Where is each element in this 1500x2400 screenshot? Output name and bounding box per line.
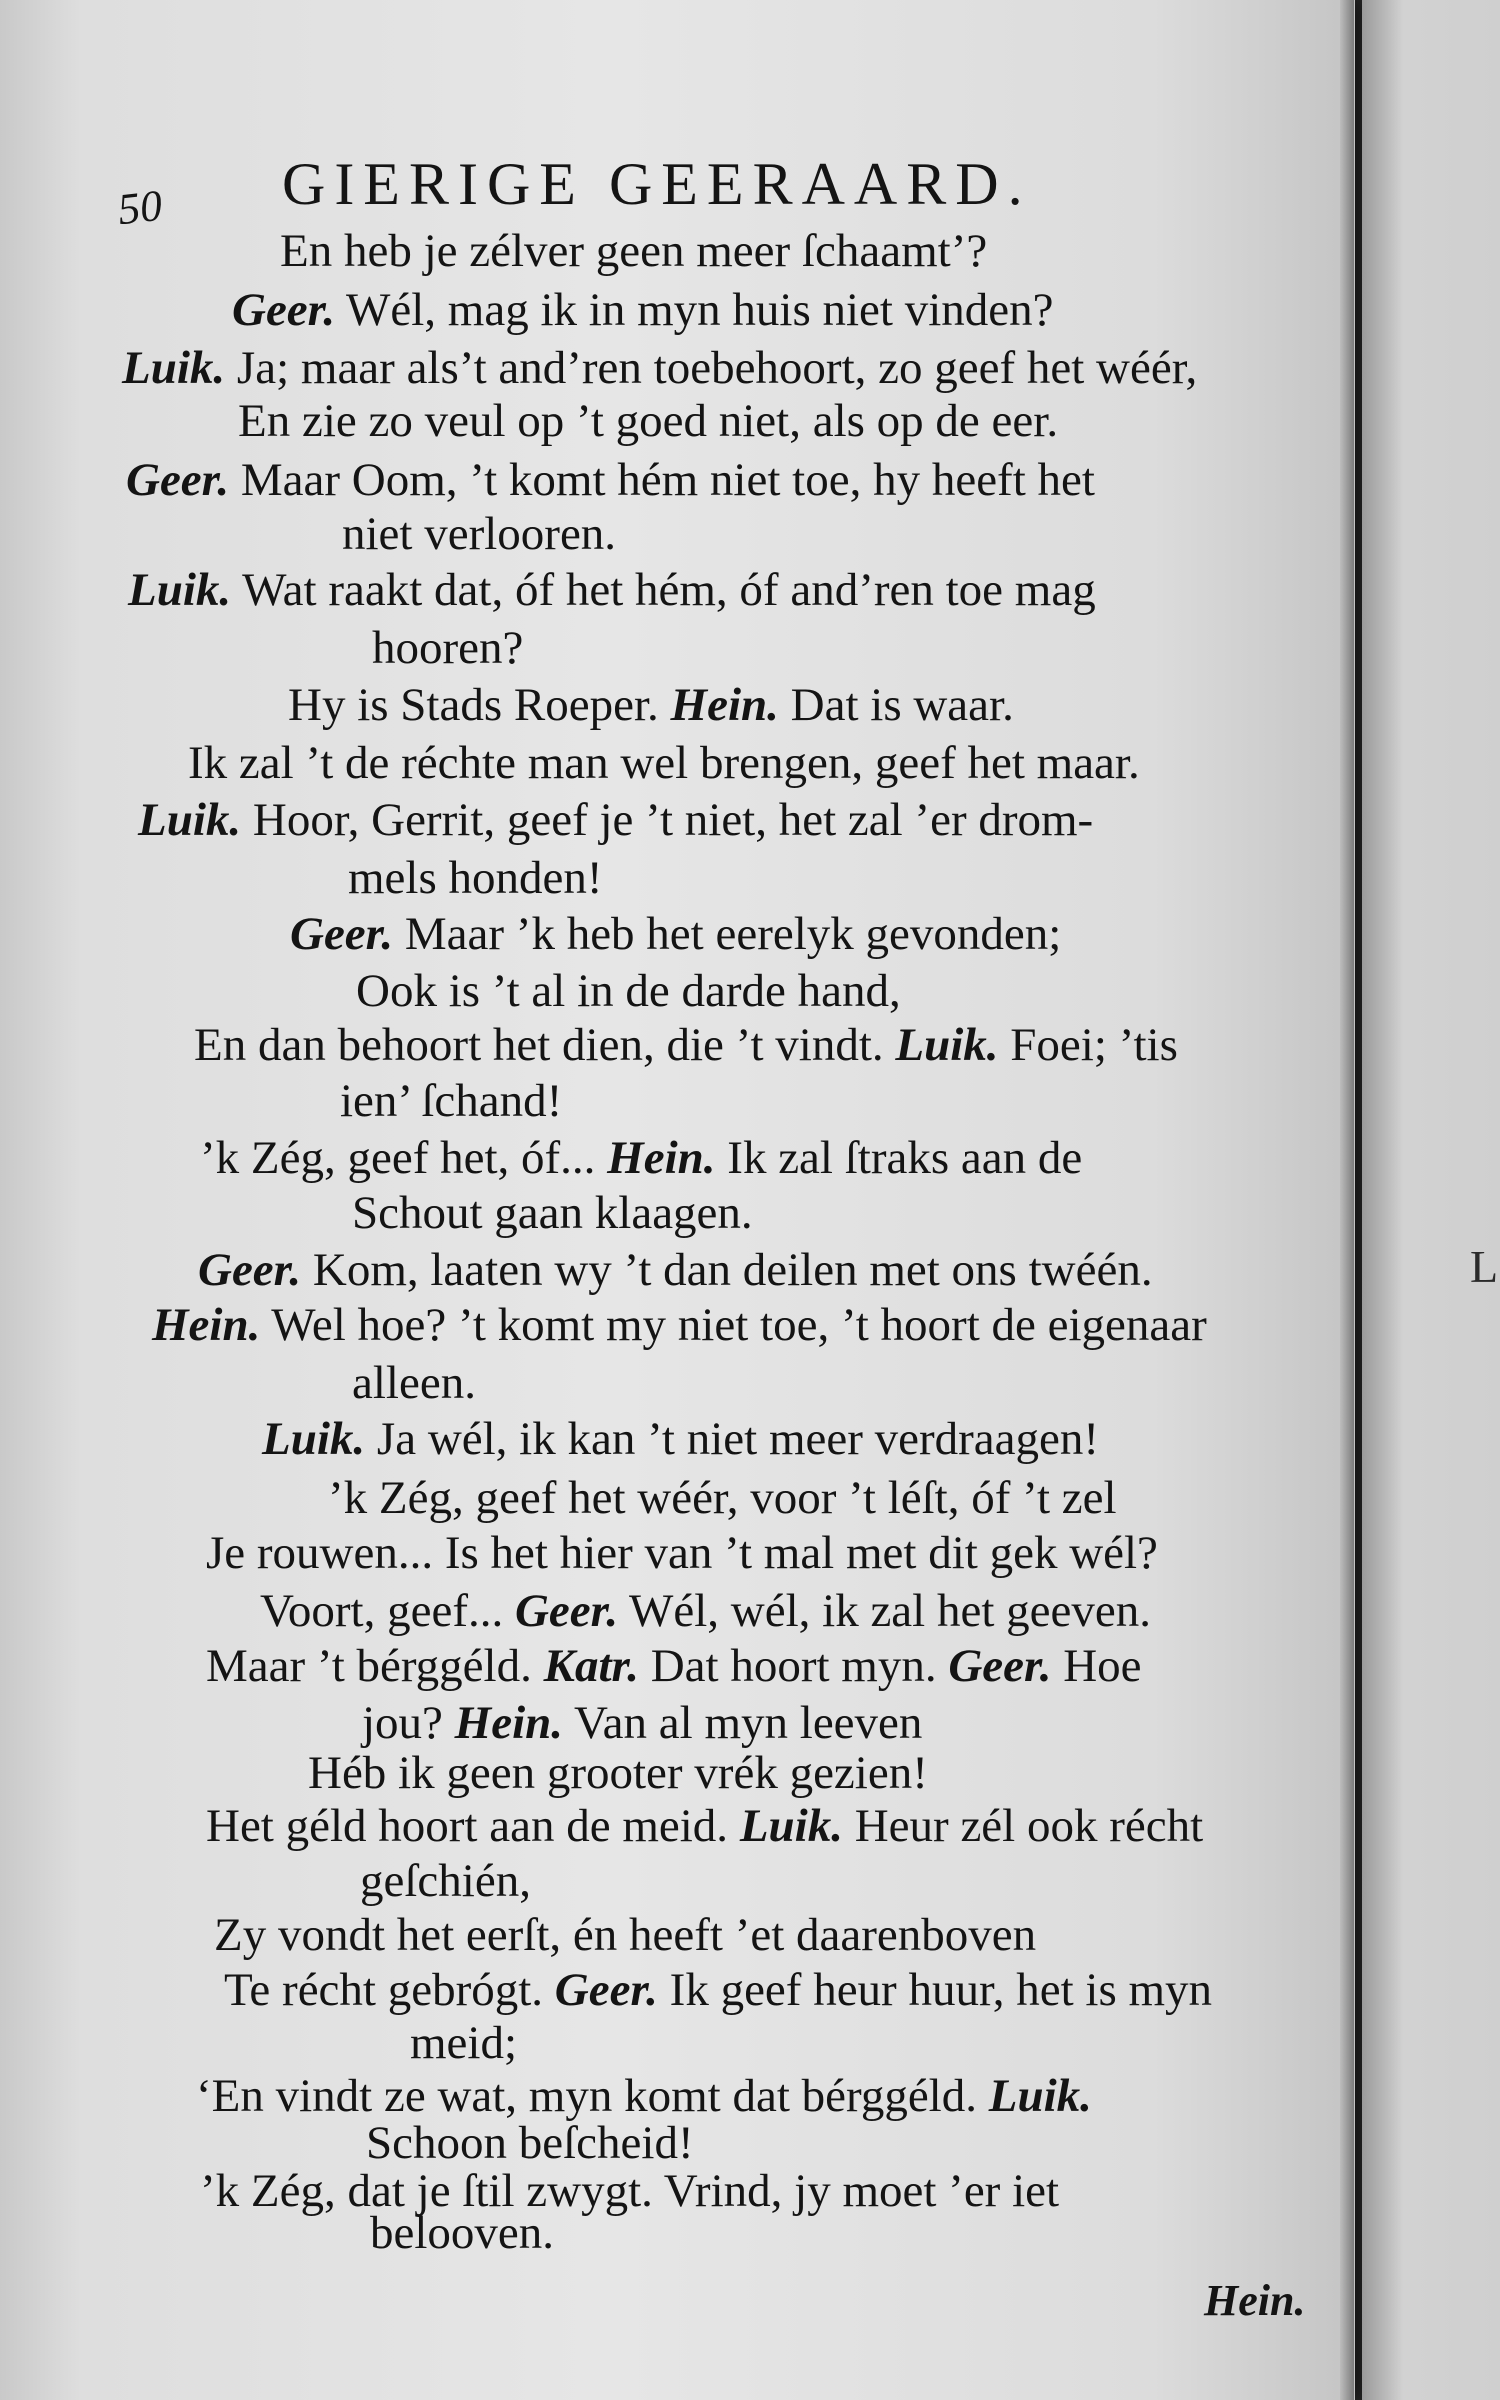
text-line (188, 737, 1140, 789)
speaker-name: Geer. (290, 908, 394, 960)
text-line (128, 564, 1096, 616)
verse-text: Zy vondt het eerſt, én heeft ’et daarenboven (214, 1909, 1037, 1961)
text-line (206, 1640, 1142, 1692)
text-line (410, 2017, 518, 2069)
speaker-name: Luik. (138, 794, 242, 846)
verse-text: mels honden! (348, 852, 603, 904)
verse-text: En heb je zélver geen meer ſchaamt’? (280, 225, 988, 277)
catchword: Hein. (1204, 2276, 1306, 2325)
verse-text: Kom, laaten wy ’t dan deilen met ons twéén. (301, 1244, 1153, 1296)
text-line (342, 508, 617, 560)
verse-text: alleen. (352, 1357, 476, 1409)
speaker-name: Katr. (543, 1640, 639, 1692)
text-line (372, 622, 524, 674)
text-line (198, 1244, 1153, 1296)
verse-text: ’k Zég, dat je ſtil zwygt. Vrind, jy moet ’er iet (200, 2165, 1060, 2217)
speaker-name: Geer. (232, 284, 336, 336)
verse-text: niet verlooren. (342, 508, 617, 560)
text-line (288, 679, 1014, 731)
verse-text: Het géld hoort aan de meid. (206, 1800, 740, 1852)
text-line (122, 342, 1198, 394)
speaker-name: Luik. (122, 342, 226, 394)
text-line (126, 454, 1095, 506)
speaker-name: Luik. (262, 1413, 366, 1465)
text-line (214, 1909, 1037, 1961)
speaker-name: Luik. (739, 1800, 843, 1852)
verse-text: ’k Zég, geef het wéér, voor ’t léſt, óf ’t zel (328, 1472, 1117, 1524)
text-line (262, 1413, 1100, 1465)
verse-text: Ja; maar als’t and’ren toebehoort, zo geef het wéér, (225, 342, 1198, 394)
verse-text: Hoe (1051, 1640, 1142, 1692)
verse-text: Ik geef heur huur, het is myn (657, 1964, 1213, 2016)
text-line (340, 1075, 563, 1127)
text-line (370, 2207, 555, 2259)
text-line (206, 1527, 1158, 1579)
verse-text: Te récht gebrógt. (224, 1964, 555, 2016)
verse-text: Wel hoe? ’t komt my niet toe, ’t hoort de eigenaar (260, 1299, 1207, 1351)
text-line (260, 1585, 1151, 1637)
verse-text: geſchién, (360, 1855, 531, 1907)
text-line (362, 1697, 923, 1749)
page-number: 50 (115, 180, 165, 235)
next-page-edge (1362, 0, 1500, 2400)
verse-text: Hoor, Gerrit, geef je ’t niet, het zal ’er drom- (241, 794, 1094, 846)
text-line (200, 1132, 1083, 1184)
text-line (196, 2070, 1092, 2122)
verse-text: Voort, geef... (260, 1585, 515, 1637)
text-line (138, 794, 1094, 846)
verse-text: Dat hoort myn. (638, 1640, 949, 1692)
verse-text: En dan behoort het dien, die ’t vindt. (194, 1019, 896, 1071)
next-page-letter: L (1470, 1241, 1499, 1292)
text-line (194, 1019, 1178, 1071)
speaker-name: Hein. (152, 1299, 261, 1351)
speaker-name: Hein. (670, 679, 779, 731)
text-line (238, 395, 1059, 447)
text-line (352, 1187, 753, 1239)
verse-text: Wél, wél, ik zal het geeven. (618, 1585, 1151, 1637)
verse-text: Van al myn leeven (563, 1697, 923, 1749)
verse-text: Ik zal ſtraks aan de (715, 1132, 1083, 1184)
verse-text: belooven. (370, 2207, 555, 2259)
verse-text: hooren? (372, 622, 524, 674)
verse-text: Heur zél ook récht (842, 1800, 1204, 1852)
speaker-name: Geer. (948, 1640, 1052, 1692)
speaker-name: Hein. (607, 1132, 716, 1184)
speaker-name: Hein. (454, 1697, 564, 1749)
verse-text: Ja wél, ik kan ’t niet meer verdraagen! (365, 1413, 1100, 1465)
text-line (366, 2117, 694, 2169)
verse-text: Schout gaan klaagen. (352, 1187, 753, 1239)
text-line (352, 1357, 476, 1409)
verse-text: En zie zo veul op ’t goed niet, als op de eer. (238, 395, 1059, 447)
speaker-name: Geer. (198, 1244, 302, 1296)
verse-text: ‘En vindt ze wat, myn komt dat bérggéld. (196, 2070, 989, 2122)
verse-text: ’k Zég, geef het, óf... (200, 1132, 608, 1184)
text-line (224, 1964, 1213, 2016)
verse-text: jou? (362, 1697, 455, 1749)
speaker-name: Luik. (895, 1019, 999, 1071)
verse-text: Maar ’t bérggéld. (206, 1640, 544, 1692)
verse-text: Ook is ’t al in de darde hand, (356, 965, 901, 1017)
verse-text: Wél, mag ik in myn huis niet vinden? (335, 284, 1054, 336)
text-line (200, 2165, 1060, 2217)
verse-text: Schoon beſcheid! (366, 2117, 694, 2169)
text-line (280, 225, 988, 277)
verse-text: ien’ ſchand! (340, 1075, 563, 1127)
text-line (206, 1800, 1204, 1852)
speaker-name: Luik. (128, 564, 232, 616)
text-line (328, 1472, 1117, 1524)
text-line (152, 1299, 1207, 1351)
text-line (356, 965, 901, 1017)
verse-text: Dat is waar. (778, 679, 1014, 731)
speaker-name: Luik. (988, 2070, 1092, 2122)
verse-text: Wat raakt dat, óf het hém, óf and’ren toe mag (231, 564, 1096, 616)
verse-text: Héb ik geen grooter vrék gezien! (308, 1747, 928, 1799)
verse-text: Maar ’k heb het eerelyk gevonden; (393, 908, 1062, 960)
text-line (308, 1747, 928, 1799)
verse-text: meid; (410, 2017, 518, 2069)
text-line (360, 1855, 531, 1907)
text-line (348, 852, 603, 904)
running-head: GIERIGE GEERAARD. (282, 151, 1032, 217)
verse-text: Maar Oom, ’t komt hém niet toe, hy heeft het (229, 454, 1095, 506)
verse-text: Je rouwen... Is het hier van ’t mal met dit gek wél? (206, 1527, 1158, 1579)
speaker-name: Geer. (514, 1585, 619, 1637)
page-fold (1340, 0, 1354, 2400)
speaker-name: Geer. (554, 1964, 658, 2016)
text-line (290, 908, 1062, 960)
verse-text: Foei; ’tis (998, 1019, 1178, 1071)
text-line (232, 284, 1054, 336)
speaker-name: Geer. (126, 454, 230, 506)
verse-text: Hy is Stads Roeper. (288, 679, 671, 731)
verse-text: Ik zal ’t de réchte man wel brengen, geef het maar. (188, 737, 1140, 789)
